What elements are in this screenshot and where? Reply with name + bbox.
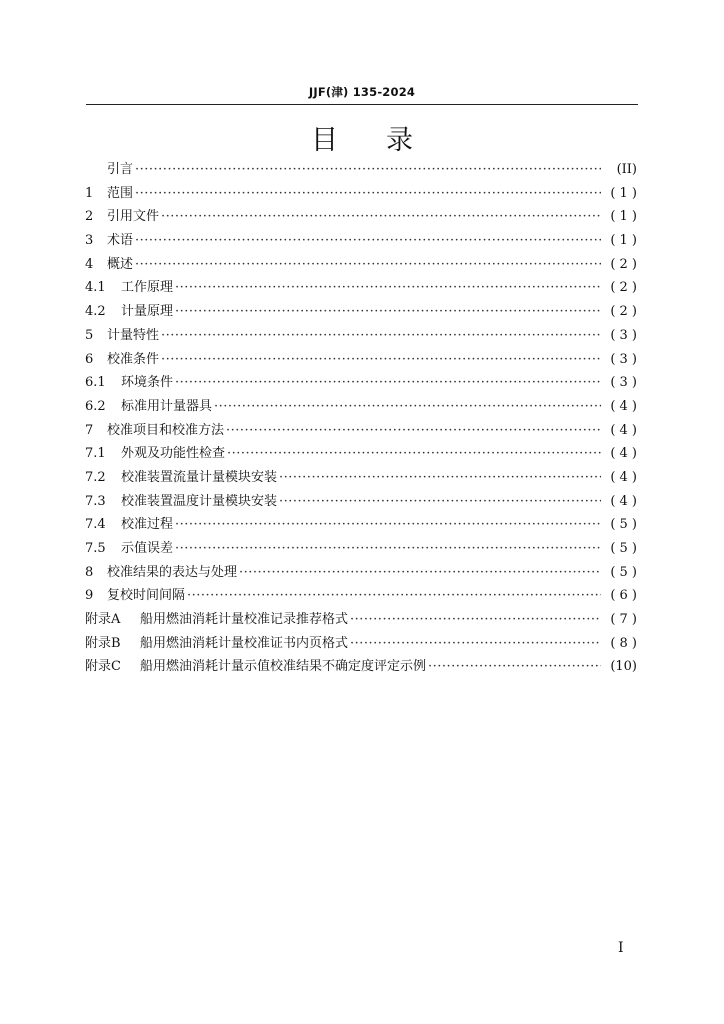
toc-entry-page: ( 3 ): [610, 375, 637, 391]
toc-entry-page: ( 5 ): [610, 564, 637, 580]
toc-entry-4-1[interactable]: [85, 276, 637, 300]
toc-entry-number: 7.5: [85, 541, 106, 556]
toc-entry-number: 9: [85, 588, 94, 604]
toc-entry-label: 概述: [107, 256, 134, 272]
toc-leader-dots: [175, 537, 601, 561]
toc-entry-number: 附录C: [85, 659, 121, 675]
toc-entry-number: 7.3: [85, 493, 106, 509]
toc-entry-number: 附录B: [85, 635, 121, 651]
toc-entry-label: 船用燃油消耗计量示值校准结果不确定度评定示例: [140, 659, 427, 675]
toc-entry-7-4[interactable]: [85, 513, 637, 537]
toc-leader-dots: [175, 276, 601, 300]
toc-entry-9[interactable]: [85, 584, 637, 608]
toc-entry-label: 示值误差: [121, 541, 174, 556]
toc-entry-label: 术语: [107, 233, 134, 249]
toc-leader-dots: [279, 490, 601, 514]
toc-entry-6-2[interactable]: [85, 395, 637, 419]
toc-entry-number: 8: [85, 564, 94, 580]
table-of-contents: [85, 158, 637, 679]
toc-entry-number: 5: [85, 327, 94, 343]
toc-entry-number: 3: [85, 233, 94, 249]
toc-entry-page: ( 4 ): [610, 469, 637, 485]
toc-entry-page: (II): [616, 162, 637, 177]
toc-entry-label: 工作原理: [121, 280, 174, 296]
toc-entry-page: ( 6 ): [610, 588, 637, 604]
toc-leader-dots: [135, 253, 601, 277]
toc-entry-label: 范围: [107, 185, 134, 201]
toc-entry-appendix-b[interactable]: [85, 632, 637, 656]
toc-entry-page: ( 3 ): [610, 351, 637, 367]
toc-entry-page: ( 4 ): [610, 422, 637, 438]
toc-entry-label: 计量特性: [107, 327, 160, 343]
toc-entry-1[interactable]: [85, 182, 637, 206]
toc-leader-dots: [135, 158, 601, 182]
toc-entry-number: 1: [85, 185, 94, 201]
toc-entry-page: ( 3 ): [610, 327, 637, 343]
toc-entry-label: 校准条件: [107, 351, 160, 367]
toc-leader-dots: [279, 466, 601, 490]
toc-entry-number: 6.1: [85, 375, 106, 391]
toc-leader-dots: [135, 182, 601, 206]
toc-entry-page: ( 1 ): [610, 233, 637, 249]
toc-leader-dots: [175, 300, 601, 324]
toc-entry-7-2[interactable]: [85, 466, 637, 490]
toc-entry-appendix-a[interactable]: [85, 608, 637, 632]
toc-entry-page: ( 4 ): [610, 493, 637, 509]
toc-entry-page: ( 4 ): [610, 398, 637, 414]
toc-entry-5[interactable]: [85, 324, 637, 348]
toc-leader-dots: [161, 348, 601, 372]
toc-entry-page: ( 8 ): [610, 635, 637, 651]
toc-entry-7-3[interactable]: [85, 490, 637, 514]
toc-entry-label: 复校时间间隔: [107, 588, 186, 604]
toc-entry-number: 2: [85, 209, 94, 225]
toc-leader-dots: [135, 229, 601, 253]
toc-entry-4-2[interactable]: [85, 300, 637, 324]
toc-entry-7-1[interactable]: [85, 442, 637, 466]
toc-entry-number: 6: [85, 351, 94, 367]
toc-leader-dots: [161, 205, 601, 229]
title-char-2: 录: [386, 125, 413, 156]
toc-entry-3[interactable]: [85, 229, 637, 253]
toc-leader-dots: [350, 632, 601, 656]
toc-entry-number: 7: [85, 422, 94, 438]
toc-entry-number: 6.2: [85, 398, 106, 414]
toc-entry-7[interactable]: [85, 419, 637, 443]
toc-entry-7-5[interactable]: [85, 537, 637, 561]
title-char-1: 目: [311, 125, 338, 156]
toc-leader-dots: [187, 584, 601, 608]
toc-entry-number: 附录A: [85, 612, 121, 628]
toc-entry-page: ( 2 ): [610, 256, 637, 272]
toc-entry-page: ( 5 ): [610, 517, 637, 533]
toc-entry-page: ( 5 ): [610, 541, 637, 556]
toc-entry-page: ( 7 ): [610, 612, 637, 628]
toc-entry-6-1[interactable]: [85, 371, 637, 395]
toc-entry-label: 校准装置温度计量模块安装: [121, 493, 278, 509]
toc-entry-page: ( 4 ): [610, 446, 637, 462]
toc-entry-label: 标准用计量器具: [121, 398, 213, 414]
toc-leader-dots: [161, 324, 601, 348]
toc-entry-page: (10): [610, 659, 637, 675]
header-divider: [86, 104, 638, 105]
toc-leader-dots: [175, 371, 601, 395]
toc-entry-page: ( 1 ): [610, 209, 637, 225]
toc-leader-dots: [214, 395, 601, 419]
toc-leader-dots: [350, 608, 601, 632]
toc-entry-appendix-c[interactable]: [85, 655, 637, 679]
toc-entry-number: 4.2: [85, 304, 106, 320]
toc-entry-label: 引言: [107, 162, 134, 177]
toc-entry-label: 校准过程: [121, 517, 174, 533]
toc-entry-8[interactable]: [85, 561, 637, 585]
toc-entry-number: 7.4: [85, 517, 106, 533]
toc-entry-page: ( 1 ): [610, 185, 637, 201]
toc-entry-number: 7.2: [85, 469, 106, 485]
standard-code-header: JJF(津) 135-2024: [308, 85, 416, 99]
toc-entry-page: ( 2 ): [610, 280, 637, 296]
page-title: [0, 118, 724, 157]
toc-leader-dots: [428, 655, 601, 679]
toc-entry-intro[interactable]: [85, 158, 637, 182]
toc-entry-number: 4: [85, 256, 94, 272]
toc-entry-label: 校准结果的表达与处理: [107, 564, 238, 580]
toc-entry-label: 引用文件: [107, 209, 160, 225]
toc-entry-label: 校准装置流量计量模块安装: [121, 469, 278, 485]
toc-leader-dots: [226, 419, 601, 443]
toc-entry-page: ( 2 ): [610, 304, 637, 320]
toc-leader-dots: [239, 561, 601, 585]
toc-entry-label: 环境条件: [121, 375, 174, 391]
toc-entry-label: 外观及功能性检查: [121, 446, 226, 462]
toc-entry-number: 7.1: [85, 446, 106, 462]
toc-entry-label: 校准项目和校准方法: [107, 422, 225, 438]
toc-entry-6[interactable]: [85, 348, 637, 372]
toc-entry-label: 船用燃油消耗计量校准证书内页格式: [140, 635, 349, 651]
toc-leader-dots: [227, 442, 601, 466]
toc-entry-number: 4.1: [85, 280, 106, 296]
toc-entry-label: 计量原理: [121, 304, 174, 320]
toc-entry-4[interactable]: [85, 253, 637, 277]
page-number: I: [618, 940, 624, 956]
toc-entry-label: 船用燃油消耗计量校准记录推荐格式: [140, 612, 349, 628]
toc-leader-dots: [175, 513, 601, 537]
toc-entry-2[interactable]: [85, 205, 637, 229]
